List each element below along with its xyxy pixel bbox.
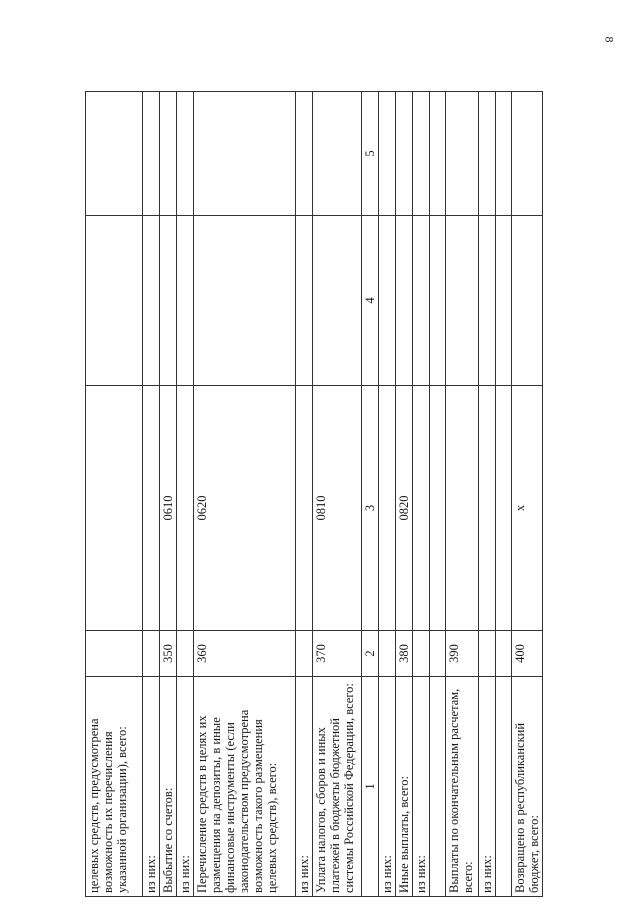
kosgu-code-cell xyxy=(379,386,396,631)
amount-cell-4 xyxy=(194,216,296,386)
row-name-cell: Возвращено в республиканский бюджет, всего: xyxy=(512,677,543,897)
amount-cell-5 xyxy=(143,92,160,216)
kosgu-code-cell xyxy=(86,386,143,631)
amount-cell-5 xyxy=(177,92,194,216)
row-name-cell: Выбытие со счетов: xyxy=(160,677,177,897)
column-numbering-row xyxy=(362,92,379,897)
report-table-body xyxy=(86,92,543,897)
kosgu-code-cell xyxy=(296,386,313,631)
amount-cell-5 xyxy=(194,92,296,216)
amount-cell-4 xyxy=(86,216,143,386)
line-code-cell: 380 xyxy=(396,631,413,677)
amount-cell-5 xyxy=(160,92,177,216)
row-name-cell: Уплата налогов, сборов и иных платежей в бюджеты бюджетной системы Российской Федерации, всего: xyxy=(313,677,362,897)
line-code-cell xyxy=(177,631,194,677)
line-code-cell: 2 xyxy=(362,631,379,677)
amount-cell-4 xyxy=(379,216,396,386)
table-row xyxy=(430,92,446,897)
row-name-cell: из них: xyxy=(143,677,160,897)
kosgu-code-cell: x xyxy=(512,386,543,631)
amount-cell-4 xyxy=(413,216,430,386)
line-code-cell: 400 xyxy=(512,631,543,677)
row-name-cell: Выплаты по окончательным расчетам, всего: xyxy=(446,677,479,897)
table-row xyxy=(313,92,362,897)
amount-cell-4 xyxy=(160,216,177,386)
kosgu-code-cell xyxy=(430,386,446,631)
kosgu-code-cell xyxy=(479,386,496,631)
table-row xyxy=(143,92,160,897)
row-name-cell: Иные выплаты, всего: xyxy=(396,677,413,897)
table-row xyxy=(396,92,413,897)
amount-cell-5 xyxy=(512,92,543,216)
kosgu-code-cell: 0610 xyxy=(160,386,177,631)
amount-cell-5 xyxy=(413,92,430,216)
table-row xyxy=(479,92,496,897)
row-name-cell: 1 xyxy=(362,677,379,897)
amount-cell-5 xyxy=(86,92,143,216)
table-row xyxy=(296,92,313,897)
line-code-cell xyxy=(296,631,313,677)
row-name-cell: целевых средств, предусмотрена возможность их перечисления указанной организации), всего: xyxy=(86,677,143,897)
line-code-cell xyxy=(496,631,512,677)
row-name-cell: из них: xyxy=(379,677,396,897)
line-code-cell xyxy=(143,631,160,677)
page-number: 8 xyxy=(602,36,617,43)
line-code-cell xyxy=(86,631,143,677)
amount-cell-4 xyxy=(512,216,543,386)
rotated-report-table-container xyxy=(85,92,541,897)
kosgu-code-cell: 3 xyxy=(362,386,379,631)
table-row xyxy=(446,92,479,897)
amount-cell-5 xyxy=(479,92,496,216)
line-code-cell: 360 xyxy=(194,631,296,677)
kosgu-code-cell: 0620 xyxy=(194,386,296,631)
kosgu-code-cell xyxy=(413,386,430,631)
amount-cell-4 xyxy=(143,216,160,386)
amount-cell-4 xyxy=(446,216,479,386)
kosgu-code-cell: 0820 xyxy=(396,386,413,631)
amount-cell-4 xyxy=(496,216,512,386)
amount-cell-5 xyxy=(396,92,413,216)
row-name-cell: из них: xyxy=(413,677,430,897)
row-name-cell: из них: xyxy=(296,677,313,897)
table-row xyxy=(177,92,194,897)
line-code-cell xyxy=(413,631,430,677)
kosgu-code-cell: 0810 xyxy=(313,386,362,631)
amount-cell-5 xyxy=(313,92,362,216)
line-code-cell: 350 xyxy=(160,631,177,677)
amount-cell-4 xyxy=(296,216,313,386)
report-table xyxy=(85,91,543,897)
amount-cell-5 xyxy=(379,92,396,216)
row-name-cell: Перечисление средств в целях их размещения на депозиты, в иные финансовые инструменты (если законодательством предусмотрена возможность такого размещения целевых средств), всего: xyxy=(194,677,296,897)
row-name-cell xyxy=(430,677,446,897)
table-row xyxy=(512,92,543,897)
amount-cell-5: 5 xyxy=(362,92,379,216)
table-row xyxy=(194,92,296,897)
amount-cell-5 xyxy=(446,92,479,216)
amount-cell-4 xyxy=(430,216,446,386)
line-code-cell xyxy=(430,631,446,677)
amount-cell-5 xyxy=(496,92,512,216)
kosgu-code-cell xyxy=(143,386,160,631)
table-row xyxy=(413,92,430,897)
amount-cell-5 xyxy=(430,92,446,216)
line-code-cell: 390 xyxy=(446,631,479,677)
amount-cell-4 xyxy=(479,216,496,386)
amount-cell-5 xyxy=(296,92,313,216)
row-name-cell xyxy=(496,677,512,897)
kosgu-code-cell xyxy=(177,386,194,631)
amount-cell-4 xyxy=(177,216,194,386)
row-name-cell: из них: xyxy=(177,677,194,897)
table-row xyxy=(496,92,512,897)
line-code-cell: 370 xyxy=(313,631,362,677)
row-name-cell: из них: xyxy=(479,677,496,897)
table-row xyxy=(379,92,396,897)
amount-cell-4 xyxy=(313,216,362,386)
line-code-cell xyxy=(479,631,496,677)
amount-cell-4 xyxy=(396,216,413,386)
table-row xyxy=(160,92,177,897)
line-code-cell xyxy=(379,631,396,677)
kosgu-code-cell xyxy=(496,386,512,631)
kosgu-code-cell xyxy=(446,386,479,631)
table-row xyxy=(86,92,143,897)
amount-cell-4: 4 xyxy=(362,216,379,386)
